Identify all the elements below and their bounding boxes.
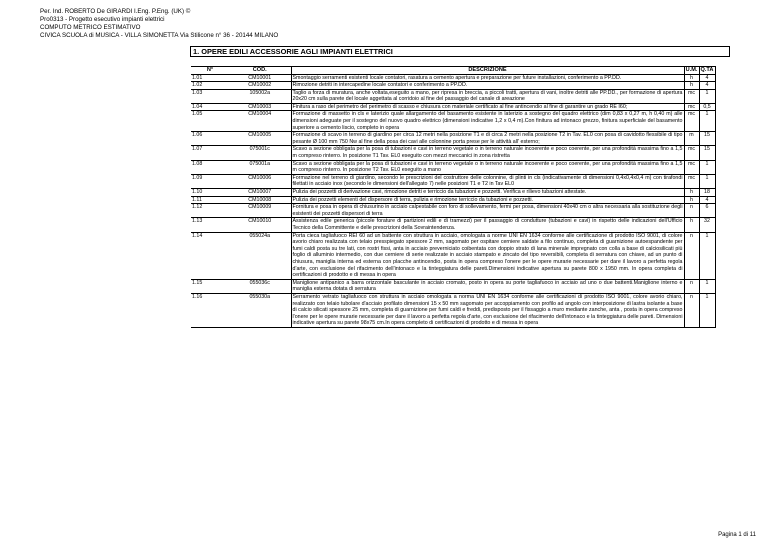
item-description: Assistenza edile generica (piccole forature di partizioni edili e di tramezzi) per il passaggio di condutture (tubazioni e cavi) in rispetto delle indicazioni dell'Ufficio Tecnico della Committente e delle prescrizioni della Sovraintendenza. bbox=[292, 218, 683, 231]
table-row bbox=[191, 196, 715, 204]
table-row bbox=[191, 189, 715, 197]
item-code: CM10004 bbox=[229, 111, 291, 132]
item-quantity: 15 bbox=[699, 146, 715, 160]
header-line-project: Pro0313 - Progetto esecutivo impianti elettrici bbox=[40, 16, 165, 23]
page-number: Pagina 1 di 11 bbox=[718, 532, 756, 538]
item-unit: m bbox=[684, 132, 699, 146]
item-quantity: 1 bbox=[699, 160, 715, 174]
item-code: 055024a bbox=[229, 232, 291, 279]
item-unit: mc bbox=[684, 146, 699, 160]
item-quantity: 1 bbox=[699, 293, 715, 327]
item-description: Pulizia dei pozzetti di derivazione cavi, rimozione detriti e terriccio da tubazioni e pozzetti. Verifica e rilievo tubazioni attestate. bbox=[291, 189, 684, 197]
item-number: 1.04 bbox=[191, 103, 229, 111]
items-table bbox=[191, 66, 716, 328]
item-quantity: 1 bbox=[699, 174, 715, 188]
item-code: CM10001 bbox=[229, 74, 291, 82]
item-unit: h bbox=[684, 74, 699, 82]
item-unit: h bbox=[684, 218, 699, 232]
item-quantity: 0,5 bbox=[699, 103, 715, 111]
item-number: 1.16 bbox=[191, 293, 229, 327]
item-quantity: 1 bbox=[699, 279, 715, 293]
item-number: 1.08 bbox=[191, 160, 229, 174]
item-number: 1.03 bbox=[191, 89, 229, 103]
item-code: 055036c bbox=[229, 279, 291, 293]
item-unit: mc bbox=[684, 103, 699, 111]
col-header-description: DESCRIZIONE bbox=[291, 67, 684, 75]
item-description: Pulizia dei pozzetti elementi del dispersore di terra, pulizia e rimozione terriccio da tubazioni e pozzetti. bbox=[291, 196, 684, 204]
section-title: 1. OPERE EDILI ACCESSORIE AGLI IMPIANTI ELETTRICI bbox=[190, 46, 730, 57]
item-description: Formazione di massetto in cls e laterizio quale allargamento del basamento esistente in laterizio a sostegno del quadro elettrico (dim 0,83 x 0,27 m, h 0,40 m) alle dimensioni adeguate per il sostegno del nuovo quadro elettrico (dimensioni indicative 1,2 x 0,4 m).Con finitura ad intonaco grezzo, finitura superficiale del basamento superiore a cemento liscio, completo in opera bbox=[292, 111, 683, 131]
item-code: CM10009 bbox=[229, 204, 291, 218]
table-row bbox=[191, 218, 715, 232]
item-quantity: 15 bbox=[699, 132, 715, 146]
item-number: 1.05 bbox=[191, 111, 229, 132]
item-number: 1.09 bbox=[191, 174, 229, 188]
item-quantity: 4 bbox=[699, 74, 715, 82]
item-number: 1.02 bbox=[191, 82, 229, 90]
item-code: CM10010 bbox=[229, 218, 291, 232]
item-unit: n bbox=[684, 293, 699, 327]
item-description: Scavo a sezione obbligata per la posa di tubazioni e cavi in terreno vegetale o in terreno naturale incoerente e poco coerente, per una profondità massima fino a 1,5 m compreso rinterro. In posizione T2 Tav. EL0 eseguito a mano bbox=[292, 160, 683, 174]
item-description: Fornitura e posa in opera di chiusurino in acciaio calpestabile con foro di sollevamento, fermi per posa, dimensioni 40x40 cm o altra necessaria alla sostituzione degli esistenti dei pozzetti dispersori di terra bbox=[292, 204, 683, 217]
item-number: 1.12 bbox=[191, 204, 229, 218]
item-description: Serramento vetrato tagliafuoco con struttura in acciaio omologata a norma UNI EN 1634 conforme alle certificazioni di prodotto ISO 9001, colore avorio chiaro, realizzato con telaio tubolare d'acciaio profilato dimensioni 15 x 50 mm sagomato per accoppiamento con profilo ad angolo con interposizione di lastra isolante a base di calcio silicati spessore 25 mm, completa di guarnizione per fumi caldi e freddi, predisposto per il fissaggio a muro mediante zanche, anta , posta in opera compreso l'onere per le opere murarie necessarie per dare il lavoro a perfetta regola d'arte, con esclusione del rifacimento dell'intonaco e la tinteggiatura delle pareti. Dimensioni indicative apertura su parete 98x75 cm.In opera completo di certificazioni di prodotto e di messa in opera bbox=[292, 293, 683, 327]
table-row bbox=[191, 103, 715, 111]
item-code: CM10003 bbox=[229, 103, 291, 111]
item-unit: h bbox=[684, 82, 699, 90]
table-row bbox=[191, 174, 715, 188]
item-number: 1.06 bbox=[191, 132, 229, 146]
item-number: 1.13 bbox=[191, 218, 229, 232]
col-header-number: N° bbox=[191, 67, 229, 75]
item-unit: n bbox=[684, 204, 699, 218]
item-description: Maniglione antipanico a barra orizzontale basculante in acciaio cromato, posto in opera su porte tagliafuoco in acciaio ad uno o due battenti.Maniglione interno e maniglia esterna dotata di serratura bbox=[292, 279, 683, 293]
header-line-author: Per. Ind. ROBERTO De GIRARDI I.Eng. P.Eng. (UK) © bbox=[40, 8, 191, 15]
item-description: Smontaggio serramenti esistenti locale contatori, rasatura a cemento apertura e preparazione per future installazioni, conferimento a PP.DD. bbox=[291, 74, 684, 82]
header-line-doc-type: COMPUTO METRICO ESTIMATIVO bbox=[40, 24, 141, 31]
item-unit: mc bbox=[684, 111, 699, 132]
table-row bbox=[191, 160, 715, 174]
item-code: 055030a bbox=[229, 293, 291, 327]
item-description: Formazione di scavo in terreno di giardino per circa 12 metri nella posizione T1 e di circa 2 metri nella posizione T2 in Tav. EL0 con posa di cavidotto flessibile di tipo pesante Ø 100 mm 750 Nw al fine della posa dei cavi alle colonnine porta prese per le attività all' esterno; bbox=[292, 132, 683, 145]
item-unit: h bbox=[684, 196, 699, 204]
item-unit: n bbox=[684, 232, 699, 279]
item-code: CM10002 bbox=[229, 82, 291, 90]
item-unit: h bbox=[684, 189, 699, 197]
item-code: 075001c bbox=[229, 146, 291, 160]
col-header-unit: U.M. bbox=[685, 67, 698, 73]
item-number: 1.11 bbox=[191, 196, 229, 204]
table-row bbox=[191, 89, 715, 103]
item-quantity: 4 bbox=[699, 196, 715, 204]
item-number: 1.14 bbox=[191, 232, 229, 279]
item-description: Porta cieca tagliafuoco REI 60 ad un battente con struttura in acciaio, omologata a norme UNI EN 1634 conforme alle certificazione di prodotto ISO 9001, di colore avorio chiaro realizzata con telaio presspiegato spessore 2 mm, sagomato per ospitare cerniere saldate a filo continuo, completa di guarnizione autoespandente per fumi caldi posta su tre lati, con rostri fissi, anta in acciaio preverniciato coibentata con doppio strato di lana minerale impregnato con colla a base di calciosilicati più foglio di alluminio intermedio, con due cerniere di serie realizzate in acciaio stampato e zincato del tipo reversibili, completa di serratura con chiave, ad un punto di chiusura, maniglia interna ed esterna con placche antincendio, posta in opera compreso l'onere per le opere murarie necessarie per dare il lavoro a perfetta regola d'arte, con esclusione del rifacimento dell'intonaco e la tinteggiatura delle pareti.Dimensioni indicative apertura su parete 800 x 1950 mm. In opera completa di certificazioni di prodotto e di messa in opera bbox=[292, 232, 683, 279]
item-quantity: 1 bbox=[699, 111, 715, 132]
table-row bbox=[191, 279, 715, 293]
item-number: 1.01 bbox=[191, 74, 229, 82]
item-number: 1.15 bbox=[191, 279, 229, 293]
item-number: 1.07 bbox=[191, 146, 229, 160]
item-description: Rimozione detriti in intercapedine locale contatori e conferimento a PP.DD. bbox=[291, 82, 684, 90]
item-code: CM10008 bbox=[229, 196, 291, 204]
table-row bbox=[191, 132, 715, 146]
table-row bbox=[191, 232, 715, 279]
item-unit: mc bbox=[684, 174, 699, 188]
item-unit: mc bbox=[684, 160, 699, 174]
item-quantity: 32 bbox=[699, 218, 715, 232]
item-quantity: 1 bbox=[699, 89, 715, 103]
table-row bbox=[191, 146, 715, 160]
table-row bbox=[191, 293, 715, 327]
item-unit: n bbox=[684, 279, 699, 293]
item-unit: mc bbox=[684, 89, 699, 103]
item-description: Taglio a forza di muratura, anche voltata,eseguito a mano, per ripresa in breccia, a piccoli tratti, apertura di vani, inoltre detriti alle PP.DD., per formazione di apertura 20x20 cm sulla parete del locale aggettata al corridoio al fine del passaggio del canale di areazione bbox=[292, 89, 683, 103]
item-quantity: 4 bbox=[699, 82, 715, 90]
item-code: CM10006 bbox=[229, 174, 291, 188]
item-description: Scavo a sezione obbligata per la posa di tubazioni e cavi in terreno vegetale o in terreno naturale incoerente e poco coerente, per una profondità massima fino a 1,5 m compreso rinterro. In posizione T1 Tav. EL0 eseguito con mezzi meccanici in zona ristretta bbox=[292, 146, 683, 160]
item-quantity: 1 bbox=[699, 232, 715, 279]
col-header-quantity: Q.TA bbox=[700, 67, 714, 73]
table-header-row bbox=[191, 67, 715, 75]
item-number: 1.10 bbox=[191, 189, 229, 197]
table-row bbox=[191, 111, 715, 132]
item-description: Finitura a raso del perimetro del perimetro di scasso e chiusura con materiale certificato al fine antincendio al fine di garantire un grado RE I60; bbox=[291, 103, 684, 111]
item-code: 075001a bbox=[229, 160, 291, 174]
item-code: CM10005 bbox=[229, 132, 291, 146]
item-code: CM10007 bbox=[229, 189, 291, 197]
item-description: Formazione nel terreno di giardino, secondo le prescrizioni del costruttore delle colonnine, di plinti in cls (indicativamente di dimensioni 0,4x0,4x0,4 m) con tirafondi filettati in acciaio inox (secondo le dimensioni dell'allegato 7) nelle posizioni T1 e T2 in Tav EL0 bbox=[292, 174, 683, 188]
table-row bbox=[191, 82, 715, 90]
col-header-code: COD. bbox=[229, 67, 291, 75]
item-quantity: 6 bbox=[699, 204, 715, 218]
item-quantity: 18 bbox=[699, 189, 715, 197]
item-code: 105002a bbox=[229, 89, 291, 103]
table-row bbox=[191, 204, 715, 218]
table-row bbox=[191, 74, 715, 82]
header-line-site: CIVICA SCUOLA di MUSICA - VILLA SIMONETTA Via Stilicone n° 36 - 20144 MILANO bbox=[40, 32, 279, 39]
document-header bbox=[40, 8, 278, 40]
